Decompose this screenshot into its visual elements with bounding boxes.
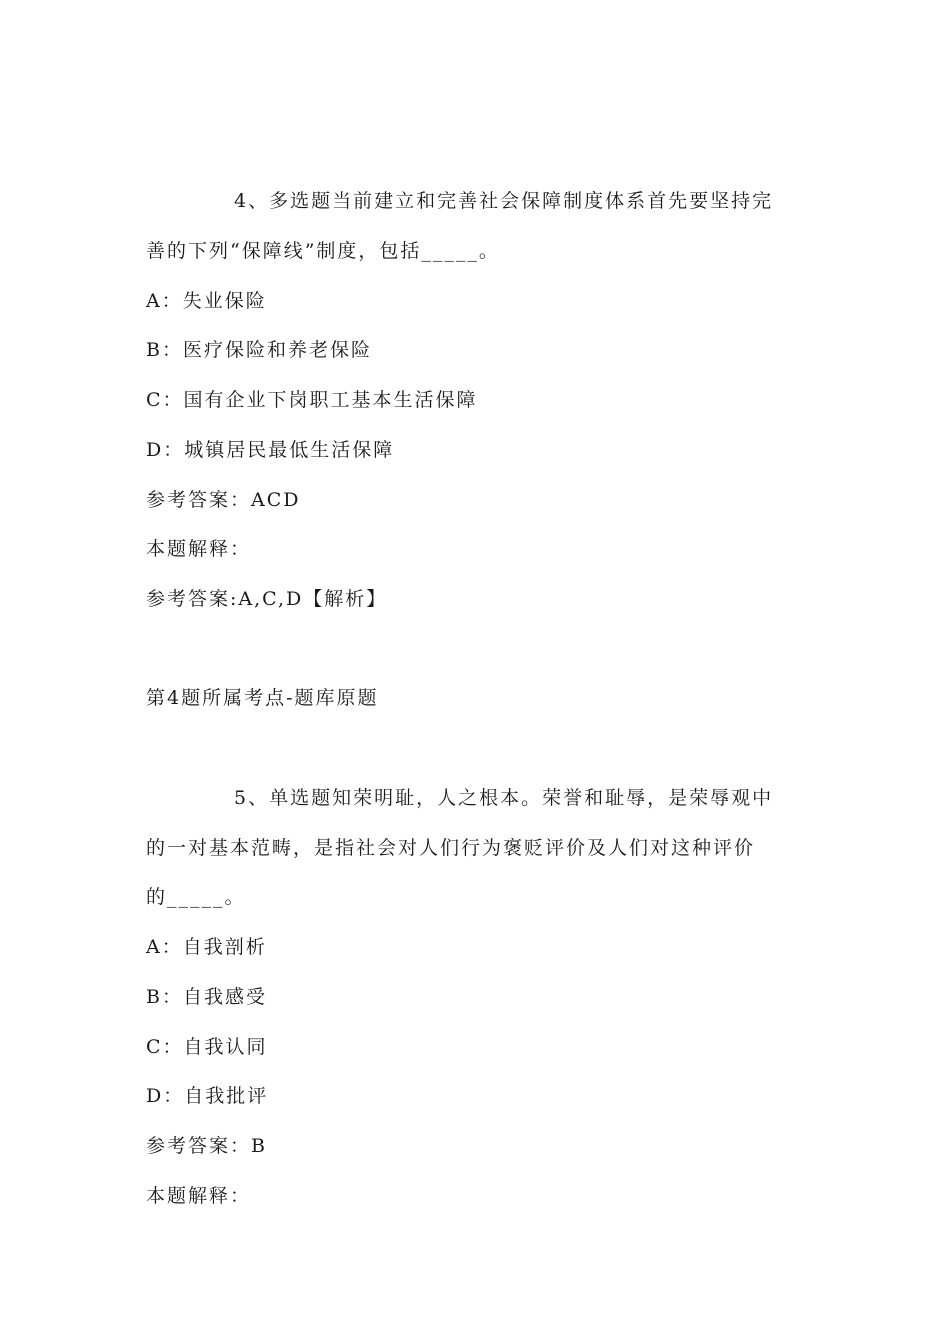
q4-option-c: C：国有企业下岗职工基本生活保障 <box>146 389 478 411</box>
q4-option-b: B：医疗保险和养老保险 <box>146 339 372 361</box>
q5-option-b: B：自我感受 <box>146 986 267 1008</box>
q5-option-c: C：自我认同 <box>146 1036 268 1058</box>
q4-stem-line2: 善的下列“保障线”制度，包括_____。 <box>146 240 500 262</box>
q5-option-a: A：自我剖析 <box>146 936 267 958</box>
q5-answer: 参考答案：B <box>146 1135 267 1157</box>
q5-option-d: D：自我批评 <box>146 1085 269 1107</box>
q4-option-a: A：失业保险 <box>146 290 267 312</box>
q4-explain-label: 本题解释： <box>146 538 252 560</box>
q5-explain-label: 本题解释： <box>146 1185 252 1207</box>
q4-option-d: D：城镇居民最低生活保障 <box>146 439 395 461</box>
q4-stem-line1: 4、多选题当前建立和完善社会保障制度体系首先要坚持完 <box>234 190 774 212</box>
q5-stem-line3: 的_____。 <box>146 886 246 908</box>
q5-stem-line1: 5、单选题知荣明耻，人之根本。荣誉和耻辱，是荣辱观中 <box>234 787 774 809</box>
q5-stem-line2: 的一对基本范畴，是指社会对人们行为褒贬评价及人们对这种评价 <box>146 837 756 859</box>
q4-explain-text: 参考答案:A,C,D【解析】 <box>146 588 388 610</box>
q4-answer: 参考答案：ACD <box>146 489 301 511</box>
q4-topic: 第4题所属考点-题库原题 <box>146 687 379 709</box>
